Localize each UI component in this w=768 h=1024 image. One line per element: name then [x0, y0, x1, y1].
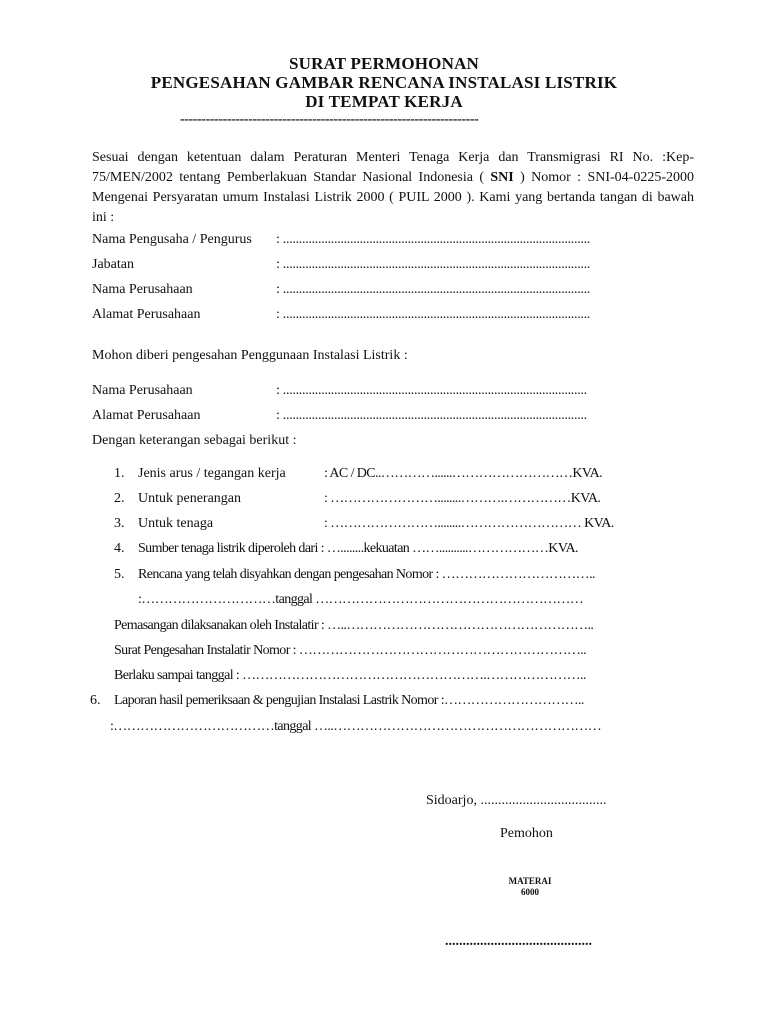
applicant-name-label: Nama Pengusaha / Pengurus — [92, 232, 252, 247]
installer-cert-line: Surat Pengesahan Instalatir Nomor : ……………………………………………………….. — [114, 643, 587, 658]
item-6-text: Laporan hasil pemeriksaan & pengujian Instalasi Lastrik Nomor :………………………….. — [114, 693, 584, 708]
item-4-text: Sumber tenaga listrik diperoleh dari : …........kekuatan ……..........………………KVA. — [138, 541, 578, 556]
signature-line: .......................................... — [445, 934, 592, 949]
intro-text-start: Sesuai dengan ketentuan dalam Peraturan Menteri Tenaga Kerja dan Transmigrasi RI No. :Kep-75/MEN/2002 tentang Pemberlakuan Standar Nasional Indonesia ( — [92, 150, 694, 185]
position-label: Jabatan — [92, 257, 134, 272]
item-3-number: 3. — [114, 516, 125, 531]
item-5-text: Rencana yang telah disyahkan dengan pengesahan Nomor : …………………………….. — [138, 567, 595, 582]
item-2-label: Untuk penerangan — [138, 491, 242, 506]
position-field: : ................................................................................................ — [276, 257, 590, 272]
item-5-number: 5. — [114, 567, 125, 582]
install-company-address-field: : ............................................................................................... — [276, 408, 587, 423]
company-name-label: Nama Perusahaan — [92, 282, 193, 297]
title-line-3: DI TEMPAT KERJA — [305, 92, 463, 111]
item-1-label: Jenis arus / tegangan kerja — [138, 466, 286, 481]
install-company-name-label: Nama Perusahaan — [92, 383, 193, 398]
item-6-continuation: :………………………………tanggal …..…………………………………………………… — [110, 719, 602, 734]
valid-until-line: Berlaku sampai tanggal : ……………………………………………….………………….. — [114, 668, 586, 683]
details-intro: Dengan keterangan sebagai berikut : — [92, 433, 297, 448]
installer-line: Pemasangan dilaksanakan oleh Instalatir : …..……………………………………………….. — [114, 618, 594, 633]
item-1-number: 1. — [114, 466, 125, 481]
item-4-number: 4. — [114, 541, 125, 556]
item-6-number: 6. — [90, 693, 101, 708]
item-3-label: Untuk tenaga — [138, 516, 214, 531]
title-divider: ---------------------------------------------------------------------- — [180, 112, 479, 127]
stamp-value: 6000 — [521, 887, 539, 897]
intro-text-end: ) Nomor : SNI-04-0225-2000 Mengenai Persyaratan umum Instalasi Listrik 2000 ( PUIL 2000 ). Kami yang bertanda tangan di bawah ini : — [92, 170, 694, 225]
title-line-2: PENGESAHAN GAMBAR RENCANA INSTALASI LISTRIK — [150, 73, 618, 92]
applicant-name-field: : ................................................................................................ — [276, 232, 590, 247]
signature-place-date: Sidoarjo, .................................... — [426, 793, 607, 808]
item-2-value: : ……………………........……….……………KVA. — [324, 491, 601, 506]
sni-text: SNI — [490, 170, 514, 185]
title-line-1: SURAT PERMOHONAN — [288, 54, 480, 73]
item-5-continuation: :…………………………tanggal …………………………………………………… — [138, 592, 584, 607]
intro-paragraph — [92, 148, 694, 228]
install-company-name-field: : ............................................................................................... — [276, 383, 587, 398]
request-line: Mohon diberi pengesahan Penggunaan Instalasi Listrik : — [92, 348, 408, 363]
item-1-value: : AC / DC..…………......………………………KVA. — [324, 466, 603, 481]
install-company-address-label: Alamat Perusahaan — [92, 408, 201, 423]
stamp-label: MATERAI — [508, 876, 552, 886]
item-2-number: 2. — [114, 491, 125, 506]
company-address-label: Alamat Perusahaan — [92, 307, 201, 322]
company-name-field: : ................................................................................................ — [276, 282, 590, 297]
item-3-value: : ……………………........……………………… KVA. — [324, 516, 614, 531]
applicant-label: Pemohon — [500, 826, 553, 841]
company-address-field: : ................................................................................................ — [276, 307, 590, 322]
